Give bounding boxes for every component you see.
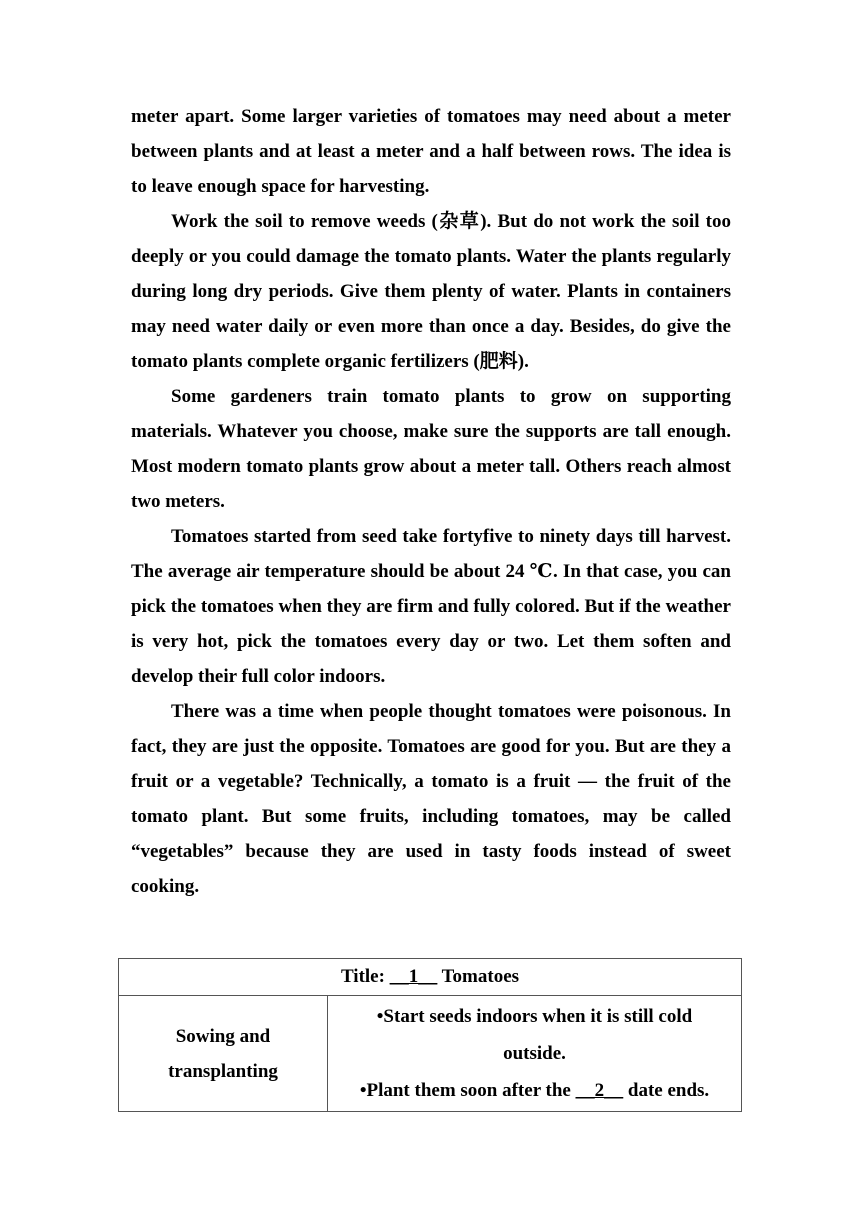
- blank-1: __1__: [389, 966, 438, 987]
- paragraph-4: Tomatoes started from seed take fortyfive to ninety days till harvest. The average air temperature should be about 24 ℃. In that case, you can pick the tomatoes when they are firm and fully colored. But if the weather is very hot, pick the tomatoes every day or two. Let them soften and develop their full color indoors.: [131, 526, 731, 687]
- table-title-cell: [119, 959, 742, 996]
- summary-table: [118, 958, 742, 1112]
- title-suffix: Tomatoes: [437, 966, 520, 987]
- bullet-2-suffix: date ends.: [623, 1080, 710, 1101]
- row-label-cell: [119, 996, 328, 1112]
- table-title-row: [119, 959, 742, 996]
- paragraph-3: Some gardeners train tomato plants to grow on supporting materials. Whatever you choose, make sure the supports are tall enough. Most modern tomato plants grow about a meter tall. Others reach almost two meters.: [131, 386, 731, 512]
- passage: [131, 99, 731, 904]
- bullet-1: •Start seeds indoors when it is still cold outside.: [376, 1006, 693, 1064]
- title-prefix: Title:: [340, 966, 390, 987]
- table-row: [119, 996, 742, 1112]
- bullet-2: [334, 1072, 735, 1109]
- paragraph-5: There was a time when people thought tomatoes were poisonous. In fact, they are just the opposite. Tomatoes are good for you. But are they a fruit or a vegetable? Technically, a tomato is a fruit — the fruit of the tomato plant. But some fruits, including tomatoes, may be called “vegetables” because they are used in tasty foods instead of sweet cooking.: [131, 701, 731, 897]
- bullet-2-prefix: •Plant them soon after the: [359, 1080, 576, 1101]
- row-label-line-2: transplanting: [168, 1060, 278, 1082]
- blank-2: __2__: [575, 1080, 624, 1101]
- paragraph-1: meter apart. Some larger varieties of tomatoes may need about a meter between plants and at least a meter and a half between rows. The idea is to leave enough space for harvesting.: [131, 106, 731, 197]
- row-label-line-1: Sowing and: [175, 1025, 271, 1047]
- row-content-cell: [328, 996, 742, 1112]
- paragraph-2: Work the soil to remove weeds (杂草). But do not work the soil too deeply or you could damage the tomato plants. Water the plants regularly during long dry periods. Give them plenty of water. Plants in containers may need water daily or even more than once a day. Besides, do give the tomato plants complete organic fertilizers (肥料).: [131, 211, 731, 372]
